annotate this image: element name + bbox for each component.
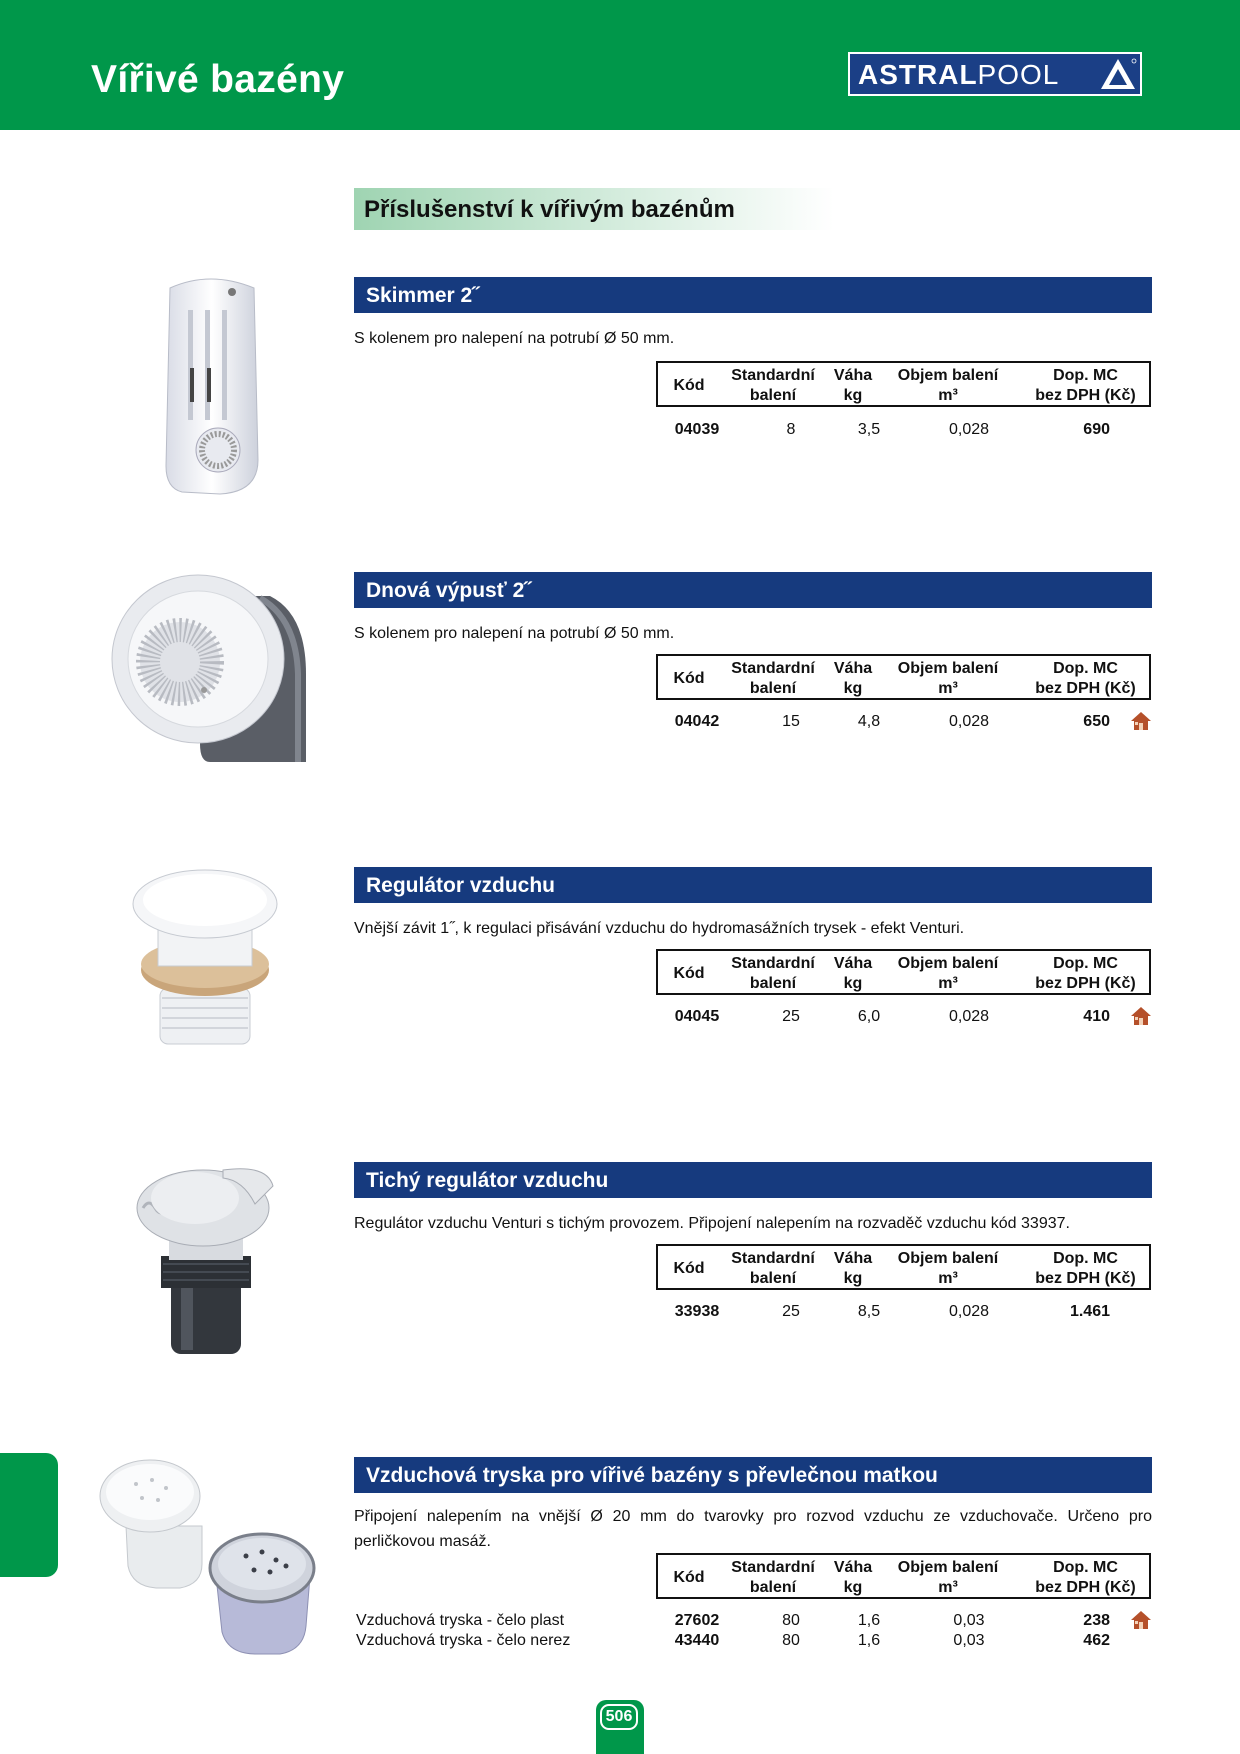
table-header bbox=[656, 654, 1151, 700]
main-drain-image bbox=[110, 574, 306, 764]
col-price: Dop. MC bez DPH (Kč) bbox=[1035, 955, 1136, 992]
silent-air-regulator-image bbox=[135, 1160, 277, 1356]
col-price: Dop. MC bez DPH (Kč) bbox=[1035, 660, 1136, 697]
col-kod: Kód bbox=[673, 377, 705, 394]
col-volume: Objem balení m³ bbox=[897, 1250, 999, 1287]
col-weight: Váha kg bbox=[833, 1250, 873, 1287]
table-header bbox=[656, 1244, 1151, 1290]
table-row: 33938 25 8,5 0,028 1.461 bbox=[674, 1303, 1110, 1320]
col-standard: Standardní balení bbox=[731, 1559, 815, 1596]
astralpool-logo bbox=[848, 52, 1142, 96]
col-standard: Standardní balení bbox=[731, 367, 815, 404]
page-number: 506 bbox=[600, 1704, 638, 1730]
col-price: Dop. MC bez DPH (Kč) bbox=[1035, 1559, 1136, 1596]
col-kod: Kód bbox=[673, 670, 705, 687]
product-description: Připojení nalepením na vnější Ø 20 mm do tvarovky pro rozvod vzduchu ze vzduchovače. Určeno pro perličkovou masáž. bbox=[354, 1508, 1152, 1550]
table-header bbox=[656, 1553, 1151, 1599]
page-title: Vířivé bazény bbox=[91, 58, 345, 101]
house-icon bbox=[1130, 1006, 1152, 1026]
table-row: Vzduchová tryska - čelo plast 27602 80 1,6 0,03 238 bbox=[350, 1612, 1152, 1632]
col-volume: Objem balení m³ bbox=[897, 367, 999, 404]
table-row: 04039 8 3,5 0,028 690 bbox=[674, 421, 1110, 438]
product-title-bar: Vzduchová tryska pro vířivé bazény s převlečnou matkou bbox=[354, 1457, 1152, 1493]
product-title-bar: Tichý regulátor vzduchu bbox=[354, 1162, 1152, 1198]
product-title-bar: Dnová výpusť 2˝ bbox=[354, 572, 1152, 608]
logo-triangle-icon bbox=[1098, 56, 1138, 92]
col-volume: Objem balení m³ bbox=[897, 660, 999, 697]
product-description: S kolenem pro nalepení na potrubí Ø 50 mm. bbox=[354, 625, 675, 642]
col-kod: Kód bbox=[673, 965, 705, 982]
col-price: Dop. MC bez DPH (Kč) bbox=[1035, 367, 1136, 404]
house-icon bbox=[1130, 1610, 1152, 1630]
table-row: 04045 25 6,0 0,028 410 bbox=[350, 1008, 1152, 1028]
section-title: Příslušenství k vířivým bazénům bbox=[354, 188, 834, 230]
air-jet-image bbox=[98, 1456, 316, 1656]
col-weight: Váha kg bbox=[833, 955, 873, 992]
col-standard: Standardní balení bbox=[731, 1250, 815, 1287]
col-volume: Objem balení m³ bbox=[897, 955, 999, 992]
col-standard: Standardní balení bbox=[731, 660, 815, 697]
chapter-side-tab bbox=[0, 1453, 58, 1577]
col-standard: Standardní balení bbox=[731, 955, 815, 992]
col-kod: Kód bbox=[673, 1569, 705, 1586]
table-row: Vzduchová tryska - čelo nerez 43440 80 1,6 0,03 462 bbox=[356, 1632, 1110, 1649]
col-kod: Kód bbox=[673, 1260, 705, 1277]
product-description: Regulátor vzduchu Venturi s tichým provozem. Připojení nalepením na rozvaděč vzduchu kód 33937. bbox=[354, 1215, 1070, 1232]
table-header bbox=[656, 361, 1151, 407]
logo-text: ASTRALPOOL bbox=[858, 59, 1060, 90]
table-row: 04042 15 4,8 0,028 650 bbox=[350, 713, 1152, 733]
air-regulator-image bbox=[132, 866, 278, 1046]
page-header bbox=[0, 0, 1240, 130]
product-description: S kolenem pro nalepení na potrubí Ø 50 mm. bbox=[354, 330, 675, 347]
col-weight: Váha kg bbox=[833, 1559, 873, 1596]
house-icon bbox=[1130, 711, 1152, 731]
product-title-bar: Regulátor vzduchu bbox=[354, 867, 1152, 903]
table-header bbox=[656, 949, 1151, 995]
col-price: Dop. MC bez DPH (Kč) bbox=[1035, 1250, 1136, 1287]
col-volume: Objem balení m³ bbox=[897, 1559, 999, 1596]
col-weight: Váha kg bbox=[833, 367, 873, 404]
col-weight: Váha kg bbox=[833, 660, 873, 697]
product-description: Vnější závit 1˝, k regulaci přisávání vzduchu do hydromasážních trysek - efekt Venturi. bbox=[354, 920, 965, 937]
skimmer-image bbox=[160, 270, 264, 496]
product-title-bar: Skimmer 2˝ bbox=[354, 277, 1152, 313]
